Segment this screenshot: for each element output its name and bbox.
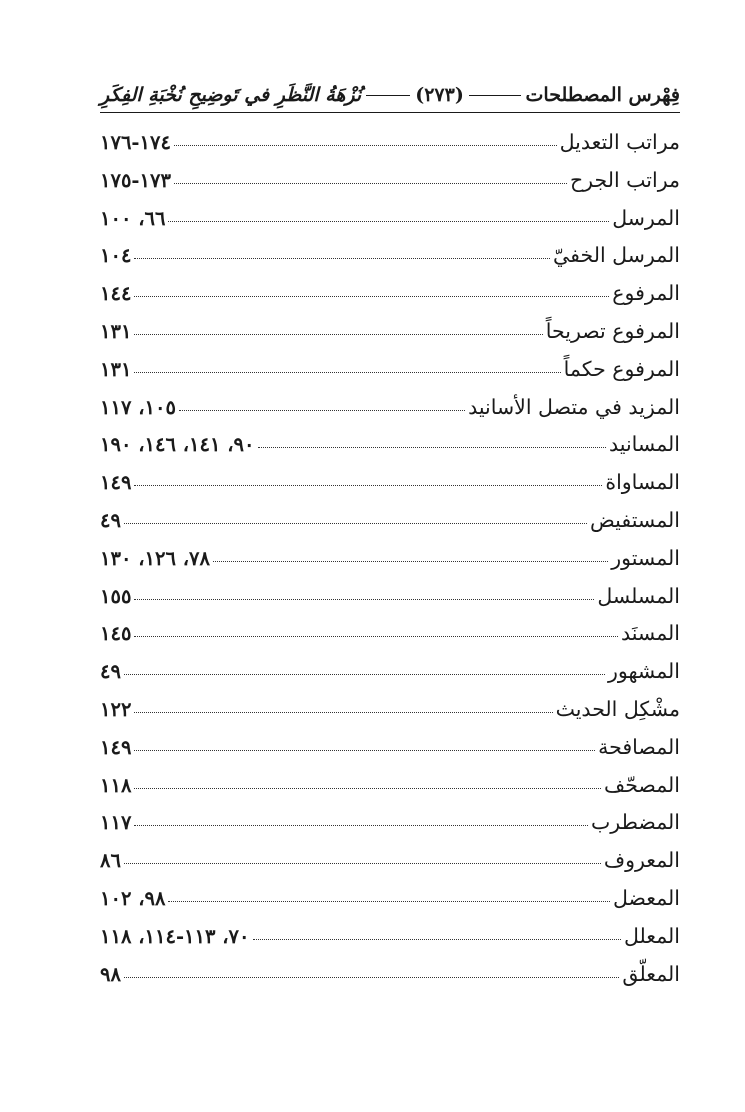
index-entry [100,924,680,962]
index-entry [100,357,680,395]
entry-term: مشْكِل الحديث [555,696,680,721]
entry-pages: ٧٠، ١١٣-١١٤، ١١٨ [100,924,250,948]
index-entry [100,697,680,735]
header-rule [469,95,521,96]
book-title: نُزْهَةُ النَّظَرِ في تَوضِيحِ نُخْبَةِ الفِكَرِ [100,84,362,106]
index-entry [100,168,680,206]
entry-term: المزيد في متصل الأسانيد [468,394,680,419]
entry-term: المسنَد [620,621,680,646]
dot-leader [174,145,557,146]
entry-pages: ٦٦، ١٠٠ [100,206,166,230]
entry-term: المعروف [603,848,680,873]
entry-term: المصحّف [603,772,680,797]
entry-pages: ١٣١ [100,357,132,381]
entry-pages: ٩٠، ١٤١، ١٤٦، ١٩٠ [100,433,255,457]
dot-leader [134,334,542,335]
entry-pages: ١٤٥ [100,622,132,646]
entry-pages: ١٤٩ [100,471,132,495]
index-entry [100,886,680,924]
entry-term: المستفيض [590,507,680,532]
index-entry [100,319,680,357]
index-entry [100,130,680,168]
entry-pages: ١١٧ [100,811,132,835]
index-entry [100,432,680,470]
entry-term: مراتب التعديل [559,130,680,154]
entry-pages: ٨٦ [100,849,121,873]
dot-leader [134,485,602,486]
section-title: فِهْرس المصطلحات [525,84,680,106]
entry-term: المرفوع حكماً [563,356,680,381]
entry-pages: ١٠٥، ١١٧ [100,395,176,419]
dot-leader [168,901,610,902]
dot-leader [134,712,552,713]
dot-leader [253,939,622,940]
page-number: (٢٧٣) [415,84,464,106]
entry-term: المصافحة [598,734,680,759]
entry-pages: ١٣١ [100,319,132,343]
entry-pages: ١٢٢ [100,697,132,721]
dot-leader [124,523,587,524]
index-entry [100,962,680,1000]
dot-leader [134,296,609,297]
index-entry [100,584,680,622]
dot-leader [179,410,465,411]
entry-pages: ١٥٥ [100,584,132,608]
dot-leader [134,825,588,826]
entry-term: المعلل [624,923,680,948]
entry-pages: ٩٨ [100,962,121,986]
dot-leader [124,674,605,675]
index-entry [100,735,680,773]
index-entry [100,470,680,508]
entry-term: المشهور [607,659,680,684]
index-entry [100,508,680,546]
entry-term: المعضل [613,885,680,910]
entry-term: المسلسل [597,583,680,608]
index-entry [100,773,680,811]
dot-leader [134,636,618,637]
index-entry [100,659,680,697]
index-entry [100,206,680,244]
entry-term: المستور [611,545,680,570]
dot-leader [134,750,595,751]
index-entry [100,546,680,584]
entry-term: المعلّق [622,961,680,986]
dot-leader [134,599,594,600]
entry-pages: ١٧٣-١٧٥ [100,168,171,192]
dot-leader [134,372,560,373]
dot-leader [134,788,601,789]
entry-term: المرسل [612,205,680,230]
entry-term: المساواة [605,470,680,495]
entry-pages: ١٤٤ [100,282,132,306]
entry-pages: ١٤٩ [100,735,132,759]
dot-leader [124,977,619,978]
entry-pages: ٧٨، ١٢٦، ١٣٠ [100,546,210,570]
entry-term: المرسل الخفيّ [553,243,680,268]
entry-pages: ٤٩ [100,508,121,532]
entry-pages: ١١٨ [100,773,132,797]
dot-leader [258,447,607,448]
entry-term: مراتب الجرح [569,167,680,192]
dot-leader [168,221,609,222]
index-entry [100,848,680,886]
entry-pages: ١٠٤ [100,244,132,268]
dot-leader [134,258,550,259]
entry-pages: ٤٩ [100,660,121,684]
running-header [100,78,680,113]
dot-leader [174,183,567,184]
index-entry [100,243,680,281]
entry-term: المرفوع تصريحاً [545,318,680,343]
dot-leader [124,863,601,864]
index-list [100,130,680,999]
dot-leader [213,561,608,562]
index-entry [100,810,680,848]
index-entry [100,395,680,433]
index-entry [100,281,680,319]
header-rule [366,95,410,96]
entry-term: المرفوع [612,281,680,306]
entry-pages: ٩٨، ١٠٢ [100,886,166,910]
index-entry [100,621,680,659]
entry-pages: ١٧٤-١٧٦ [100,131,171,154]
entry-term: المضطرب [591,810,680,835]
entry-term: المسانيد [609,432,680,457]
